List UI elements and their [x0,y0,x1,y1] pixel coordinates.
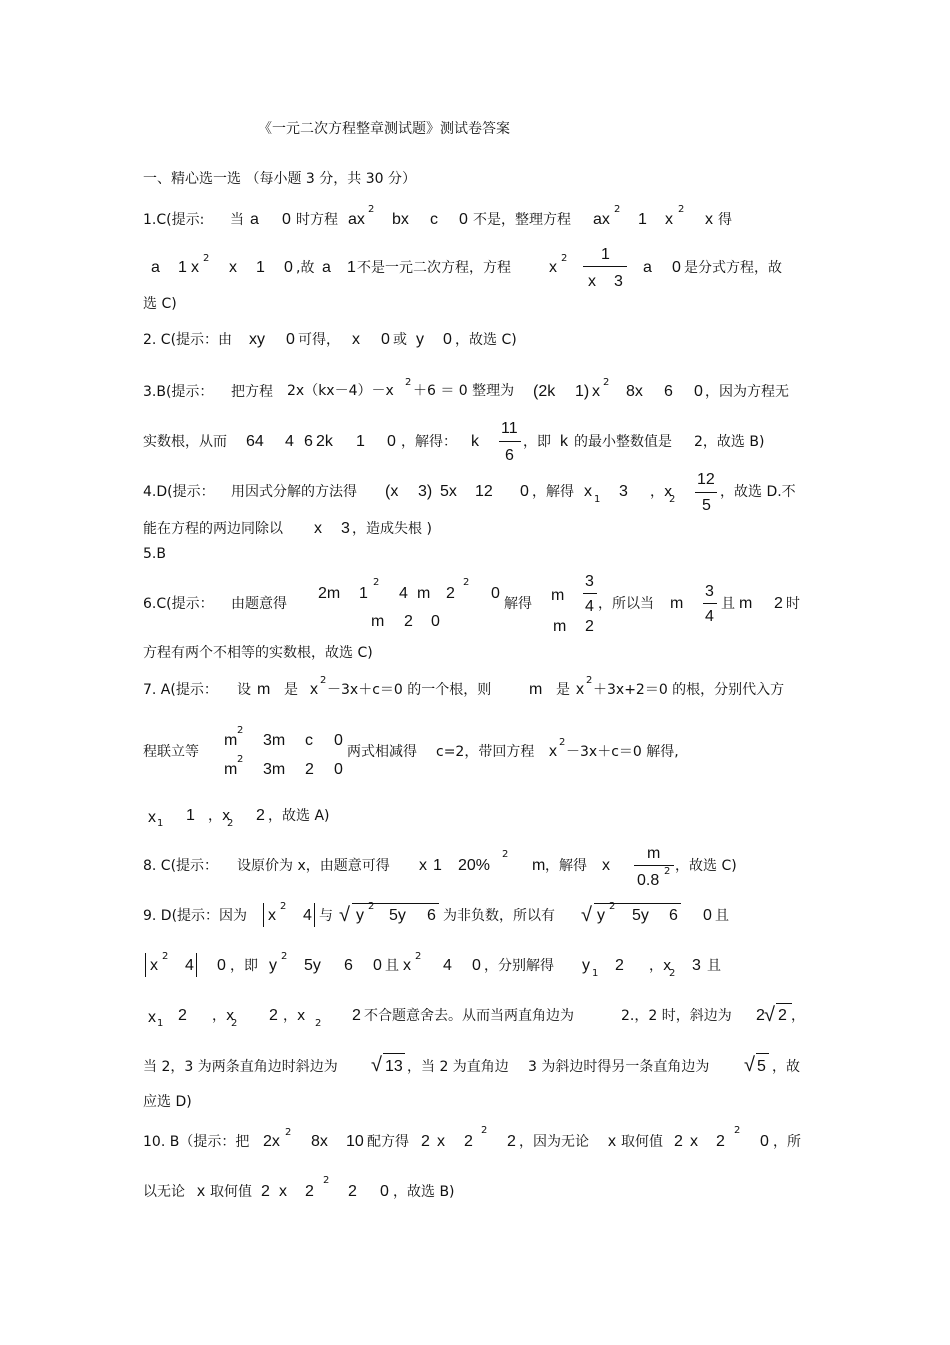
sqrt-icon: √ [339,904,350,926]
fraction-bar [583,593,597,594]
fraction-bar [499,441,521,442]
sqrt-icon: √ [581,904,592,926]
answer-5: 5.B [143,546,166,562]
answer-page: 《一元二次方程整章测试题》测试卷答案 一、精心选一选 （每小题 3 分，共 30 分） 1.C(提示: 当 a 0 时方程 ax 2 bx c 0 不是，整理方程 ax 2 1 x 2 x 得 a 1 x 2 x 1 0 ,故 a 1 不是一元二次方程，方程 x 2 1 x 3 a 0 是分式方程，故 选 C) 2. C(提示：由 xy 0 可得， x 0 或 y 0 ，故选 C) 3.B(提示： 把方程 2x（kx－4）－x 2 ＋6 ＝ 0 整理为 (2k 1) x 2 8x 6 0 ，因为方程无 实数根，从而 64 4 6 2k 1 0 ，解得： k 11 6 ，即 k 的最小整数值是 2，故选 B) 4.D(提示： 用因式分解的方法得 (x 3) 5x 12 0 ，解得 x 1 3 ，x 2 12 5 ，故选 D.不 能在方程的两边同除以 x 3 ，造成失根 ) 5.B 6.C(提示： 由题意得 2m 1 2 4 m 2 2 0 m 2 0 解得 m 3 4 m 2 ，所以当 m 3 4 且 m 2 时 方程有两个不相等的实数根，故选 C) 7. A(提示： 设 m 是 x 2 －3x＋c＝0 的一个根，则 m 是 x 2 ＋3x+2＝0 的根，分别代入方 程联立等 m 2 3m c 0 m 2 3m 2 0 两式相减得 c=2，带回方程 x 2 －3x＋c＝0 解得, x 1 1 ，x 2 2 ，故选 A) 8. C(提示： 设原价为 x，由题意可得 x 1 20% 2 m ，解得 x m 0.8 2 ，故选 C) 9. D(提示：因为 x 2 4 与 √ y 2 5y 6 为非负数，所以有 √ y 2 5y 6 0 且 x 2 4 0 ，即 y 2 5y 6 0 且 x 2 4 0 ，分别解得 y 1 2 ，x 2 3 且 x 1 2 ，x 2 2 ，x 2 2 不合题意舍去。从而当两直角边为 2.，2 时，斜边为 2 √ 2 ， 当 2，3 为两条直角边时斜边为 √ 13 ，当 2 为直角边 3 为斜边时得另一条直角边为 √ 5 ，故 应选 D) 10. B（提示：把 2x 2 8x 10 配方得 2 x 2 2 2 ，因为无论 x 取何值 2 x 2 2 0 ，所 以无论 x 取何值 2 x 2 2 2 0 ，故选 B) [143,121,805,1200]
fraction-bar [695,492,717,493]
sqrt-icon: √ [744,1054,755,1076]
fraction-bar [703,603,717,604]
page-title: 《一元二次方程整章测试题》测试卷答案 [258,121,510,137]
sqrt-icon: √ [764,1004,775,1026]
sqrt-icon: √ [371,1054,382,1076]
fraction-bar [583,266,627,267]
section-heading: 一、精心选一选 （每小题 3 分，共 30 分） [143,171,416,187]
